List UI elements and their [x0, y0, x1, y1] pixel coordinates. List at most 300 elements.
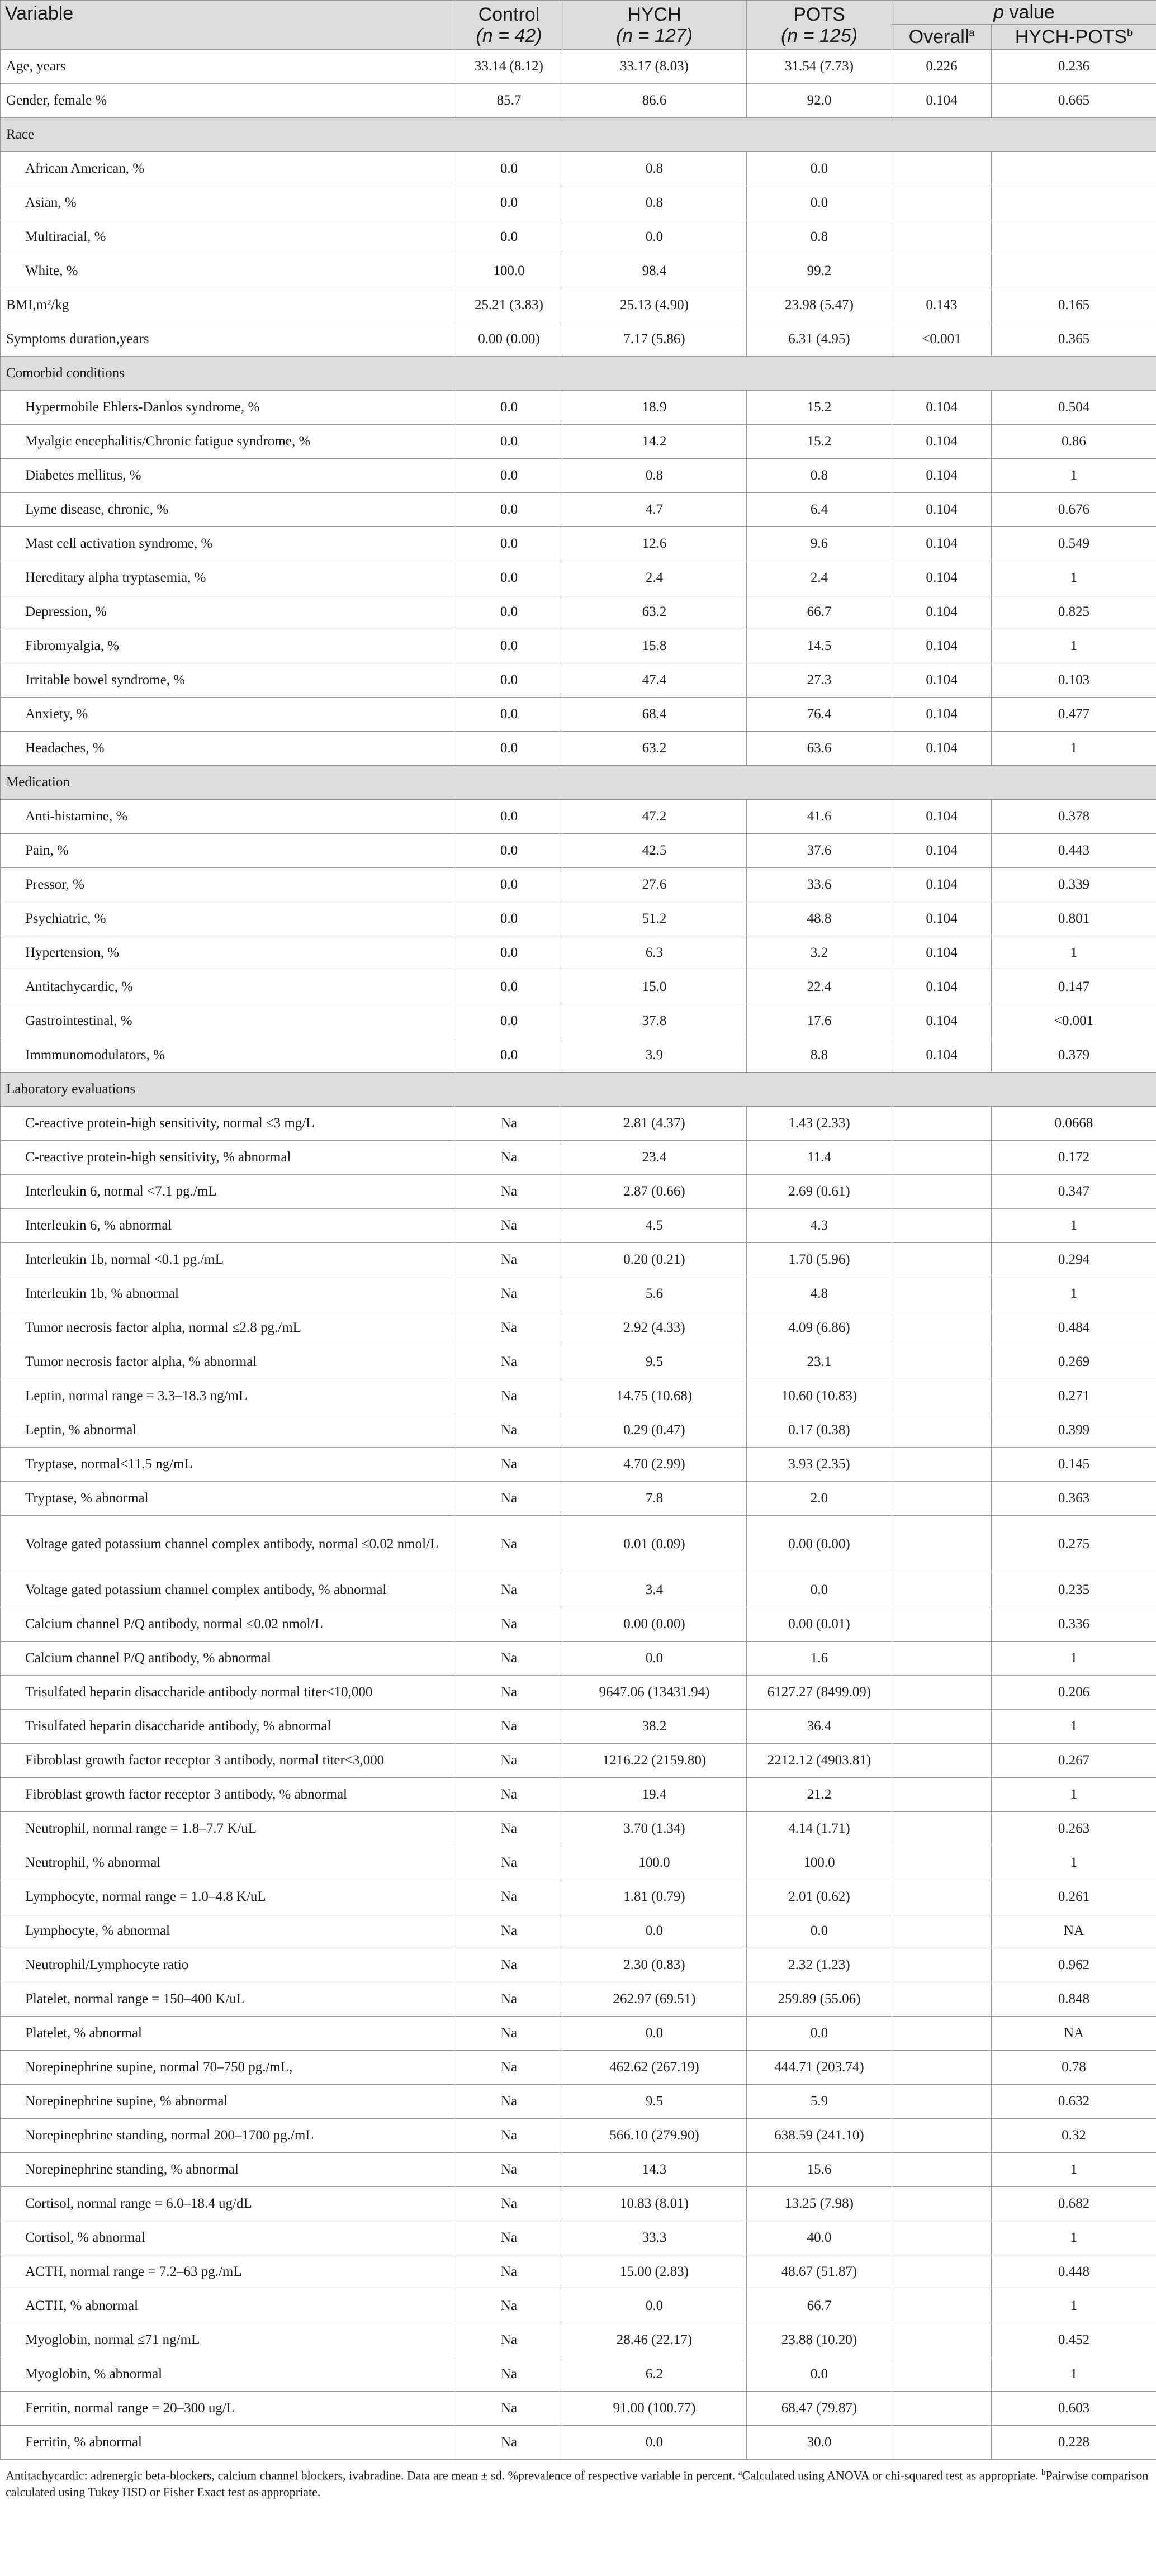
- control-cell: Na: [456, 1448, 562, 1482]
- pots-cell: 27.3: [747, 663, 892, 698]
- control-cell: Na: [456, 1778, 562, 1812]
- pots-cell: 68.47 (79.87): [747, 2392, 892, 2426]
- control-cell: 0.0: [456, 493, 562, 527]
- header-overall: Overall$^a$: [892, 25, 992, 50]
- overall-p-cell: 0.104: [892, 936, 992, 970]
- pairwise-p-cell: 0.676: [992, 493, 1156, 527]
- pairwise-p-cell: 0.339: [992, 868, 1156, 902]
- pots-cell: 66.7: [747, 595, 892, 629]
- table-row: [1, 595, 1156, 629]
- overall-p-cell: [892, 186, 992, 220]
- pots-cell: 100.0: [747, 1846, 892, 1880]
- pairwise-p-cell: 0.86: [992, 425, 1156, 459]
- hych-cell: 0.20 (0.21): [562, 1243, 747, 1277]
- footnote-b: Pairwise comparison calculated using Tukey HSD or Fisher Exact test as appropriate.: [6, 2468, 1149, 2499]
- pots-cell: 11.4: [747, 1141, 892, 1175]
- pairwise-p-cell: 0.484: [992, 1311, 1156, 1345]
- variable-cell: Cortisol, % abnormal: [1, 2221, 456, 2255]
- variable-cell: Mast cell activation syndrome, %: [1, 527, 456, 561]
- overall-p-cell: [892, 152, 992, 186]
- hych-cell: 0.0: [562, 220, 747, 254]
- control-cell: Na: [456, 1379, 562, 1413]
- pots-cell: 0.00 (0.01): [747, 1607, 892, 1642]
- control-cell: 0.0: [456, 425, 562, 459]
- pairwise-p-cell: [992, 186, 1156, 220]
- hych-cell: 9.5: [562, 2085, 747, 2119]
- overall-p-cell: 0.104: [892, 970, 992, 1004]
- variable-cell: Depression, %: [1, 595, 456, 629]
- pairwise-p-cell: [992, 220, 1156, 254]
- table-row: [1, 2426, 1156, 2460]
- control-cell: 0.0: [456, 834, 562, 868]
- pairwise-p-cell: NA: [992, 2017, 1156, 2051]
- overall-p-cell: 0.104: [892, 800, 992, 834]
- pairwise-p-cell: 0.267: [992, 1744, 1156, 1778]
- overall-p-cell: [892, 2392, 992, 2426]
- variable-cell: Tryptase, % abnormal: [1, 1482, 456, 1516]
- variable-cell: C-reactive protein-high sensitivity, % abnormal: [1, 1141, 456, 1175]
- variable-cell: Interleukin 6, % abnormal: [1, 1209, 456, 1243]
- control-cell: Na: [456, 1710, 562, 1744]
- variable-cell: Headaches, %: [1, 732, 456, 766]
- pairwise-p-cell: 0.145: [992, 1448, 1156, 1482]
- pairwise-p-cell: 0.665: [992, 84, 1156, 118]
- variable-cell: Pressor, %: [1, 868, 456, 902]
- overall-p-cell: [892, 2119, 992, 2153]
- table-row: [1, 459, 1156, 493]
- control-cell: Na: [456, 2221, 562, 2255]
- overall-p-cell: [892, 1607, 992, 1642]
- pairwise-p-cell: 1: [992, 1710, 1156, 1744]
- table-row: [1, 1243, 1156, 1277]
- table-row: [1, 2187, 1156, 2221]
- pots-cell: 66.7: [747, 2289, 892, 2323]
- pairwise-p-cell: 0.271: [992, 1379, 1156, 1413]
- pairwise-p-cell: 0.103: [992, 663, 1156, 698]
- table-row: [1, 2357, 1156, 2392]
- overall-p-cell: [892, 1107, 992, 1141]
- hych-cell: 4.70 (2.99): [562, 1448, 747, 1482]
- overall-p-cell: 0.104: [892, 663, 992, 698]
- hych-cell: 37.8: [562, 1004, 747, 1038]
- table-row: [1, 2017, 1156, 2051]
- variable-cell: Interleukin 1b, % abnormal: [1, 1277, 456, 1311]
- control-cell: Na: [456, 1846, 562, 1880]
- overall-p-cell: [892, 1209, 992, 1243]
- control-cell: Na: [456, 1277, 562, 1311]
- variable-cell: Calcium channel P/Q antibody, normal ≤0.02 nmol/L: [1, 1607, 456, 1642]
- pairwise-p-cell: 0.504: [992, 391, 1156, 425]
- table-row: [1, 1982, 1156, 2017]
- pots-cell: 15.6: [747, 2153, 892, 2187]
- control-cell: 25.21 (3.83): [456, 288, 562, 322]
- control-cell: Na: [456, 2017, 562, 2051]
- overall-p-cell: [892, 1243, 992, 1277]
- pairwise-p-cell: 0.206: [992, 1676, 1156, 1710]
- hych-cell: 0.0: [562, 2017, 747, 2051]
- control-cell: Na: [456, 1676, 562, 1710]
- overall-p-cell: [892, 1914, 992, 1948]
- control-cell: Na: [456, 1482, 562, 1516]
- hych-cell: 9647.06 (13431.94): [562, 1676, 747, 1710]
- pairwise-p-cell: 0.448: [992, 2255, 1156, 2289]
- overall-p-cell: [892, 1345, 992, 1379]
- hych-cell: 6.2: [562, 2357, 747, 2392]
- overall-p-cell: [892, 2187, 992, 2221]
- header-variable: Variable: [1, 1, 456, 50]
- overall-p-cell: [892, 2357, 992, 2392]
- pairwise-p-cell: 0.275: [992, 1516, 1156, 1573]
- hych-cell: 12.6: [562, 527, 747, 561]
- pairwise-p-cell: 0.378: [992, 800, 1156, 834]
- pots-cell: 22.4: [747, 970, 892, 1004]
- table-row: [1, 698, 1156, 732]
- overall-p-cell: [892, 1846, 992, 1880]
- variable-cell: Leptin, normal range = 3.3–18.3 ng/mL: [1, 1379, 456, 1413]
- pots-cell: 2.0: [747, 1482, 892, 1516]
- table-row: [1, 1175, 1156, 1209]
- hych-cell: 68.4: [562, 698, 747, 732]
- section-label: Race: [1, 118, 1156, 152]
- control-cell: Na: [456, 2153, 562, 2187]
- pairwise-p-cell: 0.549: [992, 527, 1156, 561]
- variable-cell: Anxiety, %: [1, 698, 456, 732]
- table-row: [1, 1107, 1156, 1141]
- hych-cell: 98.4: [562, 254, 747, 288]
- pairwise-p-cell: 0.228: [992, 2426, 1156, 2460]
- table-row: [1, 1948, 1156, 1982]
- control-cell: 0.0: [456, 868, 562, 902]
- pairwise-p-cell: 1: [992, 459, 1156, 493]
- hych-cell: 566.10 (279.90): [562, 2119, 747, 2153]
- overall-p-cell: [892, 1676, 992, 1710]
- table-row: [1, 288, 1156, 322]
- table-row: [1, 1607, 1156, 1642]
- pots-cell: 638.59 (241.10): [747, 2119, 892, 2153]
- pots-cell: 4.14 (1.71): [747, 1812, 892, 1846]
- overall-p-cell: [892, 220, 992, 254]
- hych-cell: 91.00 (100.77): [562, 2392, 747, 2426]
- hych-cell: 19.4: [562, 1778, 747, 1812]
- pairwise-p-cell: 1: [992, 732, 1156, 766]
- table-row: [1, 1778, 1156, 1812]
- table-row: [1, 1277, 1156, 1311]
- table-row: [1, 2255, 1156, 2289]
- variable-cell: Norepinephrine standing, % abnormal: [1, 2153, 456, 2187]
- pots-cell: 0.0: [747, 2017, 892, 2051]
- control-cell: 0.0: [456, 391, 562, 425]
- pots-cell: 1.6: [747, 1642, 892, 1676]
- table-row: [1, 902, 1156, 936]
- pairwise-p-cell: 0.603: [992, 2392, 1156, 2426]
- variable-cell: Fibroblast growth factor receptor 3 antibody, normal titer<3,000: [1, 1744, 456, 1778]
- overall-p-cell: 0.104: [892, 868, 992, 902]
- table-row: [1, 2085, 1156, 2119]
- overall-p-cell: 0.104: [892, 561, 992, 595]
- variable-cell: Immmunomodulators, %: [1, 1038, 456, 1073]
- overall-p-cell: 0.104: [892, 732, 992, 766]
- variable-cell: Lyme disease, chronic, %: [1, 493, 456, 527]
- overall-p-cell: [892, 1778, 992, 1812]
- hych-cell: 0.29 (0.47): [562, 1413, 747, 1448]
- hych-cell: 0.00 (0.00): [562, 1607, 747, 1642]
- control-cell: Na: [456, 1175, 562, 1209]
- table-row: [1, 425, 1156, 459]
- pots-cell: 36.4: [747, 1710, 892, 1744]
- overall-p-cell: 0.104: [892, 698, 992, 732]
- pots-cell: 92.0: [747, 84, 892, 118]
- hych-cell: 0.0: [562, 2426, 747, 2460]
- header-p-value: p value: [892, 1, 1156, 25]
- variable-cell: Tumor necrosis factor alpha, normal ≤2.8 pg./mL: [1, 1311, 456, 1345]
- pairwise-p-cell: 0.962: [992, 1948, 1156, 1982]
- section-label: Medication: [1, 766, 1156, 800]
- overall-p-cell: [892, 1812, 992, 1846]
- variable-cell: Neutrophil, normal range = 1.8–7.7 K/uL: [1, 1812, 456, 1846]
- variable-cell: Cortisol, normal range = 6.0–18.4 ug/dL: [1, 2187, 456, 2221]
- pots-cell: 76.4: [747, 698, 892, 732]
- hych-cell: 63.2: [562, 732, 747, 766]
- pairwise-p-cell: 0.236: [992, 50, 1156, 84]
- variable-cell: Gender, female %: [1, 84, 456, 118]
- pots-cell: 0.8: [747, 220, 892, 254]
- variable-cell: Hereditary alpha tryptasemia, %: [1, 561, 456, 595]
- hych-cell: 0.8: [562, 152, 747, 186]
- header-pairwise: HYCH-POTS$^b$: [992, 25, 1156, 50]
- pots-cell: 13.25 (7.98): [747, 2187, 892, 2221]
- control-cell: Na: [456, 1107, 562, 1141]
- pots-cell: 2.32 (1.23): [747, 1948, 892, 1982]
- pots-cell: 1.70 (5.96): [747, 1243, 892, 1277]
- pairwise-p-cell: 0.399: [992, 1413, 1156, 1448]
- pots-cell: 0.0: [747, 152, 892, 186]
- table-row: [1, 1573, 1156, 1607]
- pairwise-p-cell: 0.235: [992, 1573, 1156, 1607]
- control-cell: Na: [456, 2085, 562, 2119]
- pots-cell: 4.09 (6.86): [747, 1311, 892, 1345]
- table-row: [1, 2119, 1156, 2153]
- variable-cell: Lymphocyte, normal range = 1.0–4.8 K/uL: [1, 1880, 456, 1914]
- pairwise-p-cell: <0.001: [992, 1004, 1156, 1038]
- hych-cell: 2.81 (4.37): [562, 1107, 747, 1141]
- table-row: [1, 1004, 1156, 1038]
- pairwise-p-cell: 1: [992, 2153, 1156, 2187]
- overall-p-cell: 0.104: [892, 527, 992, 561]
- table-row: [1, 322, 1156, 357]
- variable-cell: Diabetes mellitus, %: [1, 459, 456, 493]
- overall-p-cell: 0.104: [892, 834, 992, 868]
- overall-p-cell: [892, 2323, 992, 2357]
- overall-p-cell: [892, 1141, 992, 1175]
- pairwise-p-cell: 0.0668: [992, 1107, 1156, 1141]
- pots-cell: 30.0: [747, 2426, 892, 2460]
- overall-p-cell: 0.143: [892, 288, 992, 322]
- pairwise-p-cell: 1: [992, 2357, 1156, 2392]
- pots-cell: 31.54 (7.73): [747, 50, 892, 84]
- hych-cell: 1.81 (0.79): [562, 1880, 747, 1914]
- control-cell: Na: [456, 2289, 562, 2323]
- variable-cell: Trisulfated heparin disaccharide antibody, % abnormal: [1, 1710, 456, 1744]
- overall-p-cell: [892, 1982, 992, 2017]
- pairwise-p-cell: 1: [992, 1277, 1156, 1311]
- pots-cell: 2.69 (0.61): [747, 1175, 892, 1209]
- pots-cell: 23.88 (10.20): [747, 2323, 892, 2357]
- footnote-line: Antitachycardic: adrenergic beta-blockers, calcium channel blockers, ivabradine. Data are mean ± sd. %prevalence of respective variable in percent.: [6, 2468, 736, 2483]
- variable-cell: Anti-histamine, %: [1, 800, 456, 834]
- control-cell: Na: [456, 2119, 562, 2153]
- overall-p-cell: [892, 1448, 992, 1482]
- control-cell: Na: [456, 1311, 562, 1345]
- pots-cell: 2.4: [747, 561, 892, 595]
- hych-cell: 15.0: [562, 970, 747, 1004]
- pots-cell: 9.6: [747, 527, 892, 561]
- pairwise-p-cell: 0.825: [992, 595, 1156, 629]
- variable-cell: Fibromyalgia, %: [1, 629, 456, 663]
- hych-cell: 15.8: [562, 629, 747, 663]
- table-row: [1, 732, 1156, 766]
- hych-cell: 4.5: [562, 1209, 747, 1243]
- section-header-row: [1, 766, 1156, 800]
- hych-cell: 0.8: [562, 459, 747, 493]
- variable-cell: Calcium channel P/Q antibody, % abnormal: [1, 1642, 456, 1676]
- pots-cell: 0.17 (0.38): [747, 1413, 892, 1448]
- variable-cell: Gastrointestinal, %: [1, 1004, 456, 1038]
- variable-cell: ACTH, % abnormal: [1, 2289, 456, 2323]
- control-cell: 0.0: [456, 629, 562, 663]
- pairwise-p-cell: 0.32: [992, 2119, 1156, 2153]
- pots-cell: 5.9: [747, 2085, 892, 2119]
- pots-cell: 259.89 (55.06): [747, 1982, 892, 2017]
- variable-cell: Lymphocyte, % abnormal: [1, 1914, 456, 1948]
- hych-cell: 9.5: [562, 1345, 747, 1379]
- control-cell: Na: [456, 2323, 562, 2357]
- table-row: [1, 527, 1156, 561]
- hych-cell: 51.2: [562, 902, 747, 936]
- table-row: [1, 663, 1156, 698]
- variable-cell: BMI,m²/kg: [1, 288, 456, 322]
- control-cell: Na: [456, 2187, 562, 2221]
- table-row: [1, 50, 1156, 84]
- variable-cell: Interleukin 6, normal <7.1 pg./mL: [1, 1175, 456, 1209]
- hych-cell: 0.01 (0.09): [562, 1516, 747, 1573]
- overall-p-cell: [892, 2426, 992, 2460]
- hych-cell: 18.9: [562, 391, 747, 425]
- control-cell: 0.0: [456, 1004, 562, 1038]
- pairwise-p-cell: 0.682: [992, 2187, 1156, 2221]
- table-row: [1, 2289, 1156, 2323]
- variable-cell: Antitachycardic, %: [1, 970, 456, 1004]
- overall-p-cell: 0.104: [892, 425, 992, 459]
- overall-p-cell: [892, 1642, 992, 1676]
- control-cell: Na: [456, 1141, 562, 1175]
- overall-p-cell: [892, 1277, 992, 1311]
- hych-cell: 47.4: [562, 663, 747, 698]
- variable-cell: Norepinephrine supine, % abnormal: [1, 2085, 456, 2119]
- control-cell: 85.7: [456, 84, 562, 118]
- pairwise-p-cell: 0.261: [992, 1880, 1156, 1914]
- hych-cell: 2.92 (4.33): [562, 1311, 747, 1345]
- hych-cell: 15.00 (2.83): [562, 2255, 747, 2289]
- variable-cell: Platelet, % abnormal: [1, 2017, 456, 2051]
- pots-cell: 21.2: [747, 1778, 892, 1812]
- table-row: [1, 2153, 1156, 2187]
- variable-cell: Ferritin, normal range = 20–300 ug/L: [1, 2392, 456, 2426]
- variable-cell: Pain, %: [1, 834, 456, 868]
- variable-cell: Hypertension, %: [1, 936, 456, 970]
- control-cell: 0.0: [456, 902, 562, 936]
- control-cell: 0.0: [456, 698, 562, 732]
- control-cell: Na: [456, 1982, 562, 2017]
- pairwise-p-cell: 1: [992, 2289, 1156, 2323]
- header-control: Control (n = 42): [456, 1, 562, 50]
- control-cell: Na: [456, 2255, 562, 2289]
- table-row: [1, 1379, 1156, 1413]
- hych-cell: 33.17 (8.03): [562, 50, 747, 84]
- control-cell: 0.0: [456, 800, 562, 834]
- table-row: [1, 2323, 1156, 2357]
- pots-cell: 2212.12 (4903.81): [747, 1744, 892, 1778]
- pots-cell: 10.60 (10.83): [747, 1379, 892, 1413]
- table-row: [1, 970, 1156, 1004]
- overall-p-cell: 0.104: [892, 1004, 992, 1038]
- pairwise-p-cell: 0.443: [992, 834, 1156, 868]
- pots-cell: 6127.27 (8499.09): [747, 1676, 892, 1710]
- table-row: [1, 254, 1156, 288]
- table-row: [1, 1914, 1156, 1948]
- hych-cell: 4.7: [562, 493, 747, 527]
- control-cell: 0.0: [456, 970, 562, 1004]
- table-row: [1, 186, 1156, 220]
- pairwise-p-cell: 0.363: [992, 1482, 1156, 1516]
- overall-p-cell: 0.104: [892, 1038, 992, 1073]
- table-row: [1, 1642, 1156, 1676]
- control-cell: 0.0: [456, 663, 562, 698]
- table-row: [1, 1744, 1156, 1778]
- pots-cell: 23.98 (5.47): [747, 288, 892, 322]
- overall-p-cell: [892, 1516, 992, 1573]
- control-cell: 100.0: [456, 254, 562, 288]
- table-row: [1, 629, 1156, 663]
- pairwise-p-cell: 1: [992, 561, 1156, 595]
- overall-p-cell: 0.226: [892, 50, 992, 84]
- hych-cell: 86.6: [562, 84, 747, 118]
- hych-cell: 3.9: [562, 1038, 747, 1073]
- section-label: Laboratory evaluations: [1, 1073, 1156, 1107]
- variable-cell: Norepinephrine standing, normal 200–1700 pg./mL: [1, 2119, 456, 2153]
- control-cell: 0.0: [456, 220, 562, 254]
- hych-cell: 0.0: [562, 1914, 747, 1948]
- table-header: [1, 1, 1156, 50]
- table-row: [1, 1880, 1156, 1914]
- overall-p-cell: 0.104: [892, 595, 992, 629]
- hych-cell: 2.4: [562, 561, 747, 595]
- hych-cell: 33.3: [562, 2221, 747, 2255]
- pots-cell: 33.6: [747, 868, 892, 902]
- control-cell: 0.0: [456, 732, 562, 766]
- pots-cell: 3.2: [747, 936, 892, 970]
- control-cell: Na: [456, 1812, 562, 1846]
- header-hych: HYCH (n = 127): [562, 1, 747, 50]
- variable-cell: Irritable bowel syndrome, %: [1, 663, 456, 698]
- hych-cell: 100.0: [562, 1846, 747, 1880]
- overall-p-cell: 0.104: [892, 84, 992, 118]
- control-cell: 33.14 (8.12): [456, 50, 562, 84]
- pots-cell: 23.1: [747, 1345, 892, 1379]
- pots-cell: 37.6: [747, 834, 892, 868]
- pairwise-p-cell: 0.269: [992, 1345, 1156, 1379]
- variable-cell: Leptin, % abnormal: [1, 1413, 456, 1448]
- hych-cell: 1216.22 (2159.80): [562, 1744, 747, 1778]
